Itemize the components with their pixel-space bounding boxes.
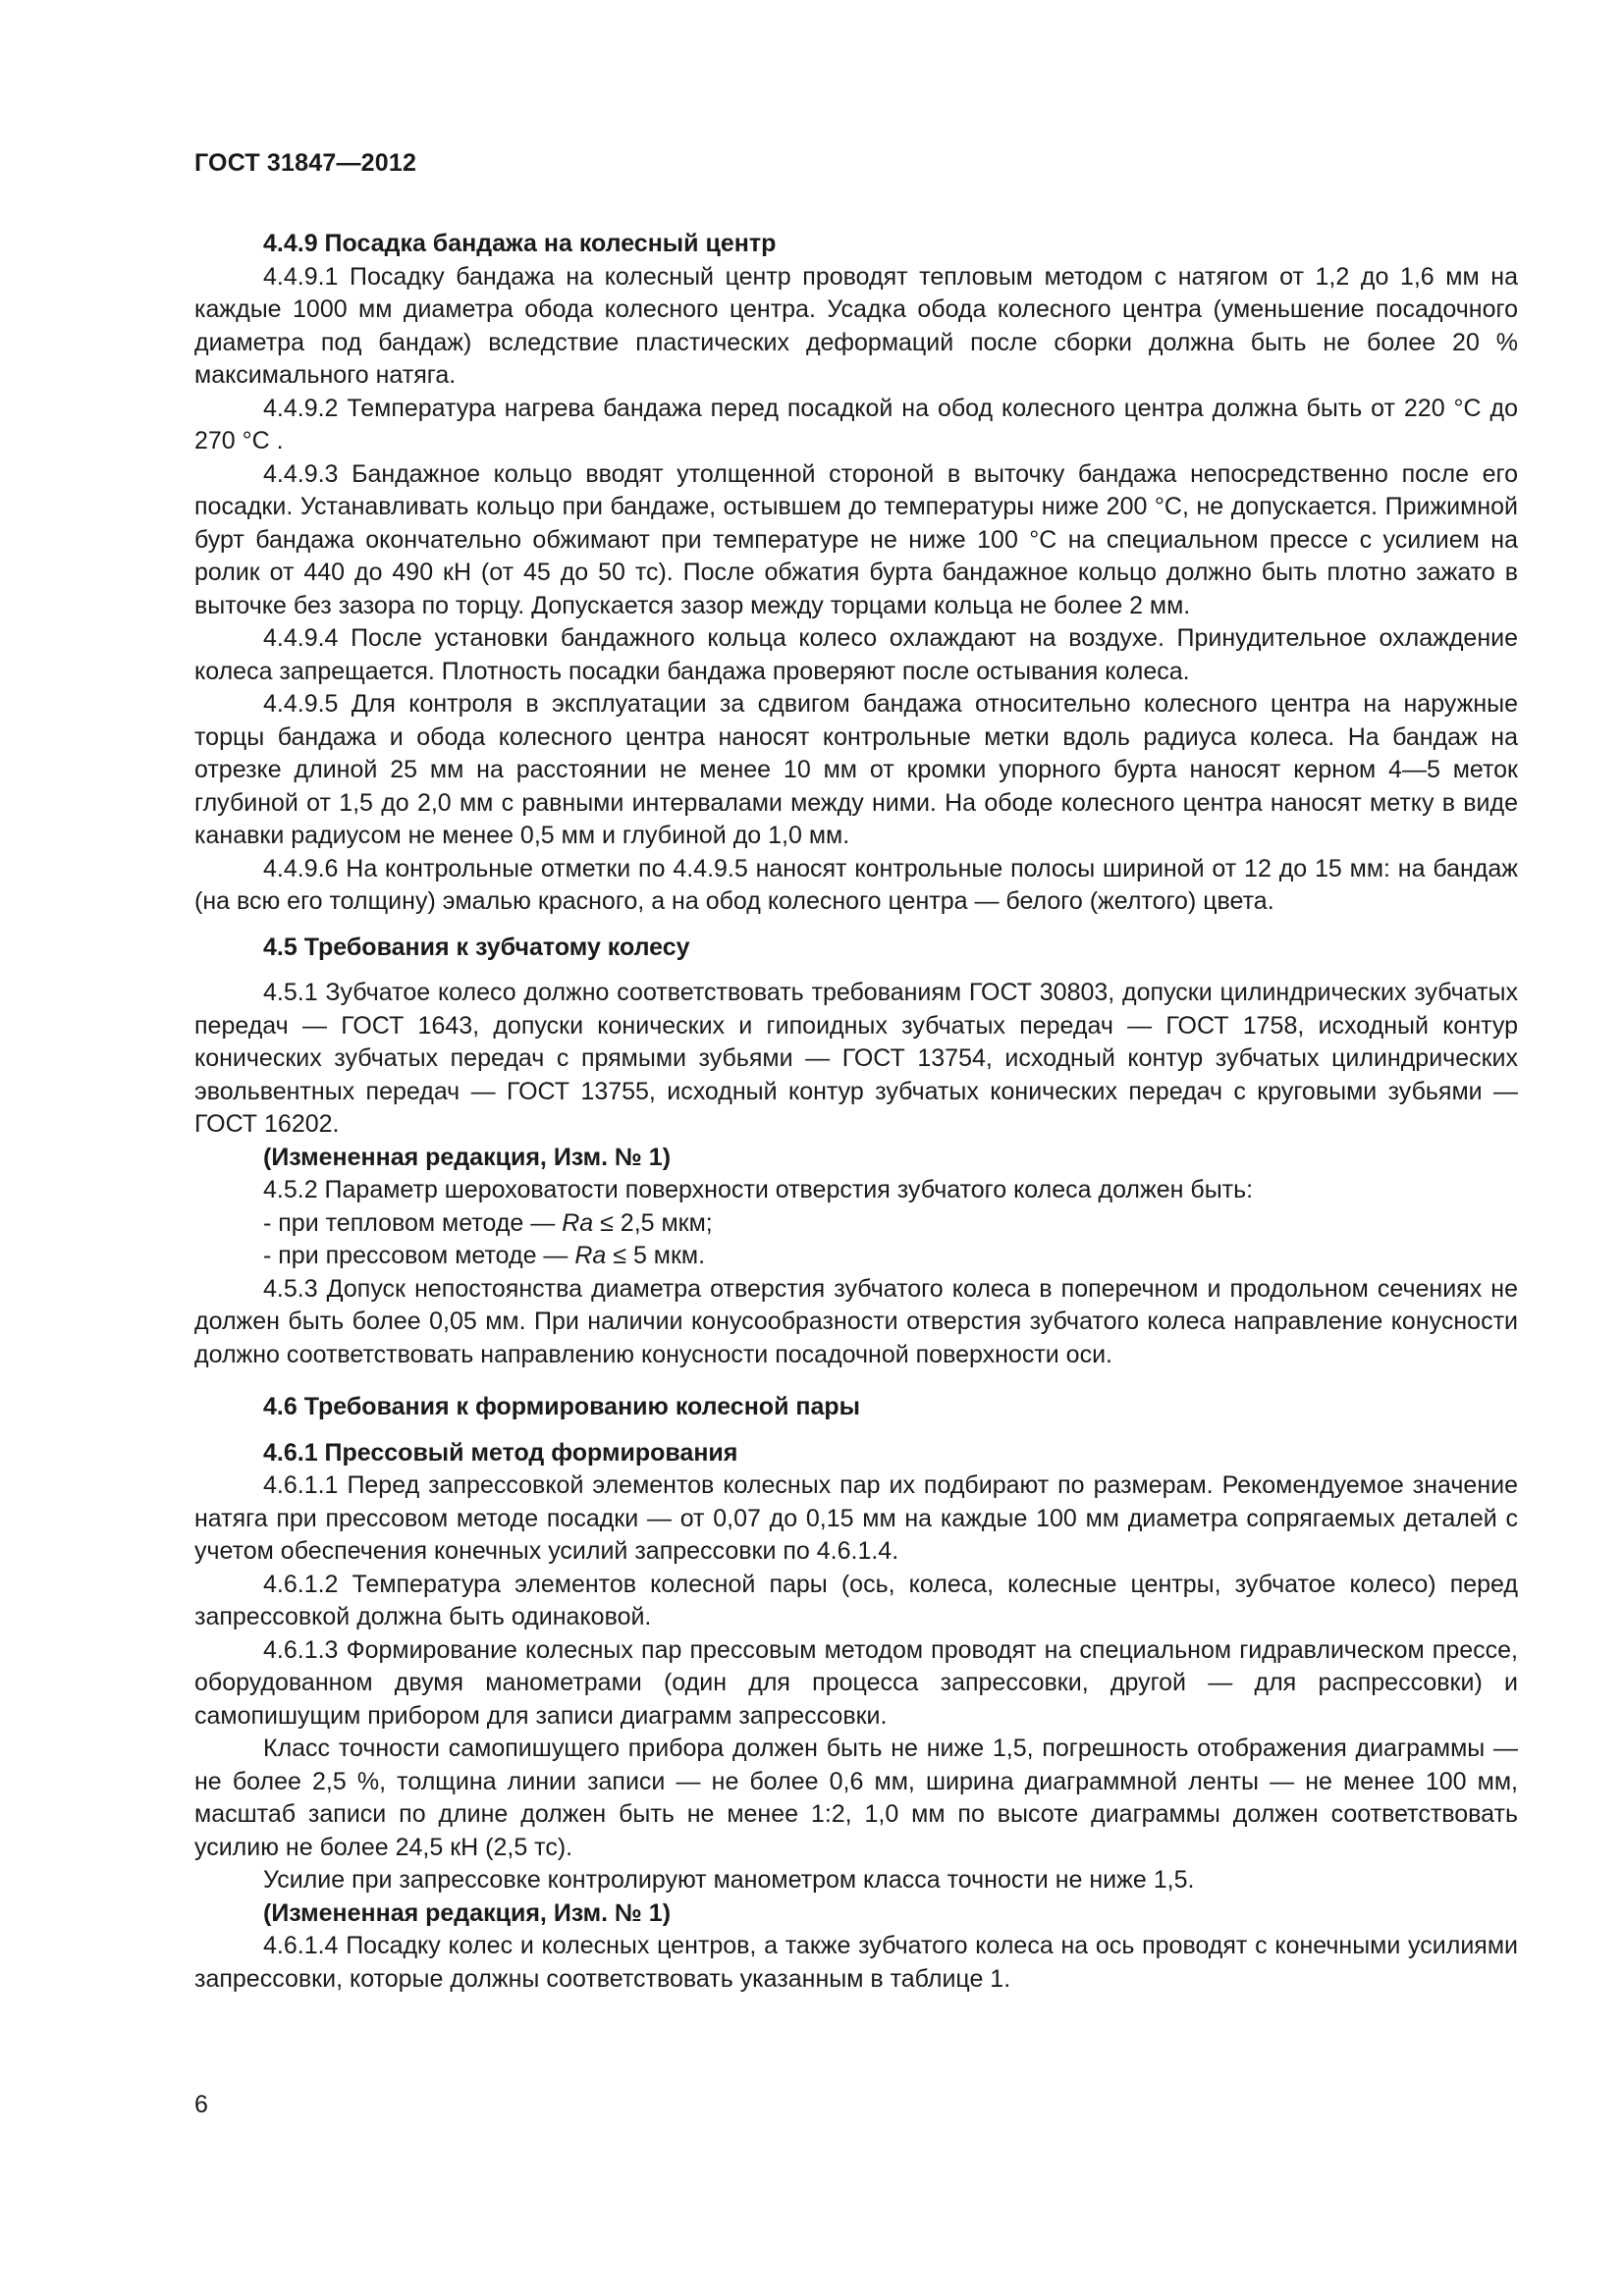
amendment-note: (Измененная редакция, Изм. № 1) bbox=[263, 1898, 672, 1927]
paragraph-manometer: Усилие при запрессовке контролируют манометром класса точности не ниже 1,5. bbox=[263, 1866, 1195, 1894]
paragraph-4-4-9-6: 4.4.9.6 На контрольные отметки по 4.4.9.5 наносят контрольные полосы шириной от 12 до 15 мм: на бандаж (на всю его толщину) эмалью красного, а на обод колесного центра — белого (желтого) цвета. bbox=[194, 854, 1518, 915]
paragraph-4-4-9-5: 4.4.9.5 Для контроля в эксплуатации за сдвигом бандажа относительно колесного центра на наружные торцы бандажа и обода колесного центра наносят контрольные метки вдоль радиуса колеса. На бандаж на отрезке длиной 25 мм на расстоянии не менее 10 мм от кромки упорного бурта наносят керном 4—5 меток глубиной от 1,5 до 2,0 мм с равными интервалами между ними. На ободе колесного центра наносят метку в виде канавки радиусом не менее 0,5 мм и глубиной до 1,0 мм. bbox=[194, 690, 1518, 849]
paragraph-4-6-1-1: 4.6.1.1 Перед запрессовкой элементов колесных пар их подбирают по размерам. Рекомендуемое значение натяга при прессовом методе посадки — от 0,07 до 0,15 мм на каждые 100 мм диаметра сопрягаемых деталей с учетом обеспечения конечных усилий запрессовки по 4.6.1.4. bbox=[194, 1471, 1518, 1565]
paragraph-4-4-9-1: 4.4.9.1 Посадку бандажа на колесный центр проводят тепловым методом с натягом от 1,2 до 1,6 мм на каждые 1000 мм диаметра обода колесного центра. Усадка обода колесного центра (уменьшение посадочного диаметра под бандаж) вследствие пластических деформаций после сборки должна быть не более 20 % максимального натяга. bbox=[194, 262, 1518, 389]
paragraph-4-6-1-3: 4.6.1.3 Формирование колесных пар прессовым методом проводят на специальном гидравлическом прессе, оборудованном двумя манометрами (один для процесса запрессовки, другой — для распрессовки) и самопишущим прибором для записи диаграмм запрессовки. bbox=[194, 1635, 1518, 1730]
list-item-thermal-method: - при тепловом методе — Ra ≤ 2,5 мкм; bbox=[263, 1208, 713, 1237]
section-heading-4-6-1: 4.6.1 Прессовый метод формирования bbox=[263, 1438, 738, 1467]
section-heading-4-6: 4.6 Требования к формированию колесной пары bbox=[263, 1393, 861, 1420]
section-heading-4-4-9: 4.4.9 Посадка бандажа на колесный центр bbox=[263, 230, 777, 257]
document-body bbox=[194, 228, 1518, 1996]
paragraph-4-4-9-2: 4.4.9.2 Температура нагрева бандажа перед посадкой на обод колесного центра должна быть от 220 °C до 270 °C . bbox=[194, 394, 1518, 454]
paragraph-4-4-9-4: 4.4.9.4 После установки бандажного кольца колесо охлаждают на воздухе. Принудительное охлаждение колеса запрещается. Плотность посадки бандажа проверяют после остывания колеса. bbox=[194, 624, 1518, 685]
paragraph-4-5-3: 4.5.3 Допуск непостоянства диаметра отверстия зубчатого колеса в поперечном и продольном сечениях не должен быть более 0,05 мм. При наличии конусообразности отверстия зубчатого колеса направление конусности должно соответствовать направлению конусности посадочной поверхности оси. bbox=[194, 1274, 1518, 1368]
paragraph-4-6-1-2: 4.6.1.2 Температура элементов колесной пары (ось, колеса, колесные центры, зубчатое колесо) перед запрессовкой должна быть одинаковой. bbox=[194, 1570, 1518, 1630]
paragraph-4-4-9-3: 4.4.9.3 Бандажное кольцо вводят утолщенной стороной в выточку бандажа непосредственно после его посадки. Устанавливать кольцо при бандаже, остывшем до температуры ниже 200 °C, не допускается. Прижимной бурт бандажа окончательно обжимают при температуре не ниже 100 °C на специальном прессе с усилием на ролик от 440 до 490 кН (от 45 до 50 тс). После обжатия бурта бандажное кольцо должно быть плотно зажато в выточке без зазора по торцу. Допускается зазор между торцами кольца не более 2 мм. bbox=[194, 459, 1518, 619]
amendment-note: (Измененная редакция, Изм. № 1) bbox=[263, 1143, 672, 1171]
page-number: 6 bbox=[194, 2091, 208, 2118]
list-item-press-method: - при прессовом методе — Ra ≤ 5 мкм. bbox=[263, 1242, 706, 1269]
section-heading-4-5: 4.5 Требования к зубчатому колесу bbox=[263, 933, 690, 961]
paragraph-4-6-1-4: 4.6.1.4 Посадку колес и колесных центров, а также зубчатого колеса на ось проводят с конечными усилиями запрессовки, которые должны соответствовать указанным в таблице 1. bbox=[194, 1932, 1518, 1993]
paragraph-4-5-1: 4.5.1 Зубчатое колесо должно соответствовать требованиям ГОСТ 30803, допуски цилиндрических зубчатых передач — ГОСТ 1643, допуски конических и гипоидных зубчатых передач — ГОСТ 1758, исходный контур конических зубчатых передач с прямыми зубьями — ГОСТ 13754, исходный контур зубчатых цилиндрических эвольвентных передач — ГОСТ 13755, исходный контур зубчатых конических передач с круговыми зубьями — ГОСТ 16202. bbox=[194, 979, 1518, 1138]
paragraph-4-5-2: 4.5.2 Параметр шероховатости поверхности отверстия зубчатого колеса должен быть: bbox=[263, 1176, 1254, 1203]
paragraph-recorder-class: Класс точности самопишущего прибора должен быть не ниже 1,5, погрешность отображения диаграммы — не более 2,5 %, толщина линии записи — не более 0,6 мм, ширина диаграммной ленты — не менее 100 мм, масштаб записи по длине должен быть не менее 1:2, 1,0 мм по высоте диаграммы должен соответствовать усилию не более 24,5 кН (2,5 тс). bbox=[194, 1735, 1518, 1861]
document-header: ГОСТ 31847—2012 bbox=[194, 149, 417, 177]
